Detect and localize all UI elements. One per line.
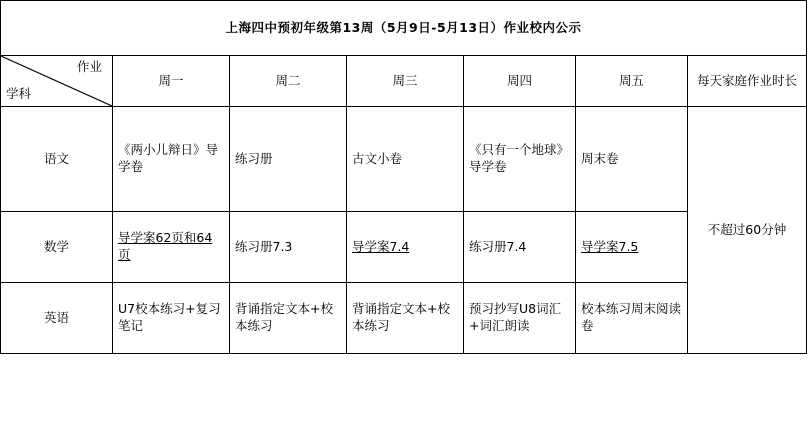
cell-english-tuesday: 背诵指定文本+校本练习 <box>230 283 347 354</box>
column-header-tuesday: 周二 <box>230 56 347 107</box>
cell-math-wednesday-text: 导学案7.4 <box>352 238 410 254</box>
cell-chinese-tuesday: 练习册 <box>230 107 347 212</box>
cell-daily-duration: 不超过60分钟 <box>688 107 807 354</box>
cell-math-thursday: 练习册7.4 <box>464 212 576 283</box>
cell-math-tuesday: 练习册7.3 <box>230 212 347 283</box>
cell-math-wednesday <box>347 212 464 283</box>
column-header-wednesday: 周三 <box>347 56 464 107</box>
column-header-friday: 周五 <box>576 56 688 107</box>
column-header-monday: 周一 <box>113 56 230 107</box>
cell-chinese-wednesday: 古文小卷 <box>347 107 464 212</box>
cell-english-wednesday: 背诵指定文本+校本练习 <box>347 283 464 354</box>
column-header-duration: 每天家庭作业时长 <box>688 56 807 107</box>
subject-axis-label: 学科 <box>6 86 32 102</box>
homework-axis-label: 作业 <box>76 59 102 74</box>
cell-chinese-friday: 周末卷 <box>576 107 688 212</box>
table-row <box>1 212 807 283</box>
cell-math-monday <box>113 212 230 283</box>
cell-math-monday-text: 导学案62页和64页 <box>118 230 213 262</box>
page-bottom-margin <box>0 354 812 412</box>
row-subject-math: 数学 <box>1 212 113 283</box>
cell-math-friday <box>576 212 688 283</box>
header-row <box>1 56 807 107</box>
cell-math-friday-text: 导学案7.5 <box>581 238 639 254</box>
column-header-thursday: 周四 <box>464 56 576 107</box>
cell-english-thursday: 预习抄写U8词汇+词汇朗读 <box>464 283 576 354</box>
table-row <box>1 283 807 354</box>
row-subject-english: 英语 <box>1 283 113 354</box>
title-row <box>1 1 807 56</box>
row-subject-chinese: 语文 <box>1 107 113 212</box>
cell-english-monday: U7校本练习+复习笔记 <box>113 283 230 354</box>
cell-english-friday: 校本练习周末阅读卷 <box>576 283 688 354</box>
cell-chinese-thursday: 《只有一个地球》导学卷 <box>464 107 576 212</box>
table-row <box>1 107 807 212</box>
corner-header-cell <box>1 56 113 107</box>
cell-chinese-monday: 《两小儿辩日》导学卷 <box>113 107 230 212</box>
page-title: 上海四中预初年级第13周（5月9日-5月13日）作业校内公示 <box>1 1 807 56</box>
